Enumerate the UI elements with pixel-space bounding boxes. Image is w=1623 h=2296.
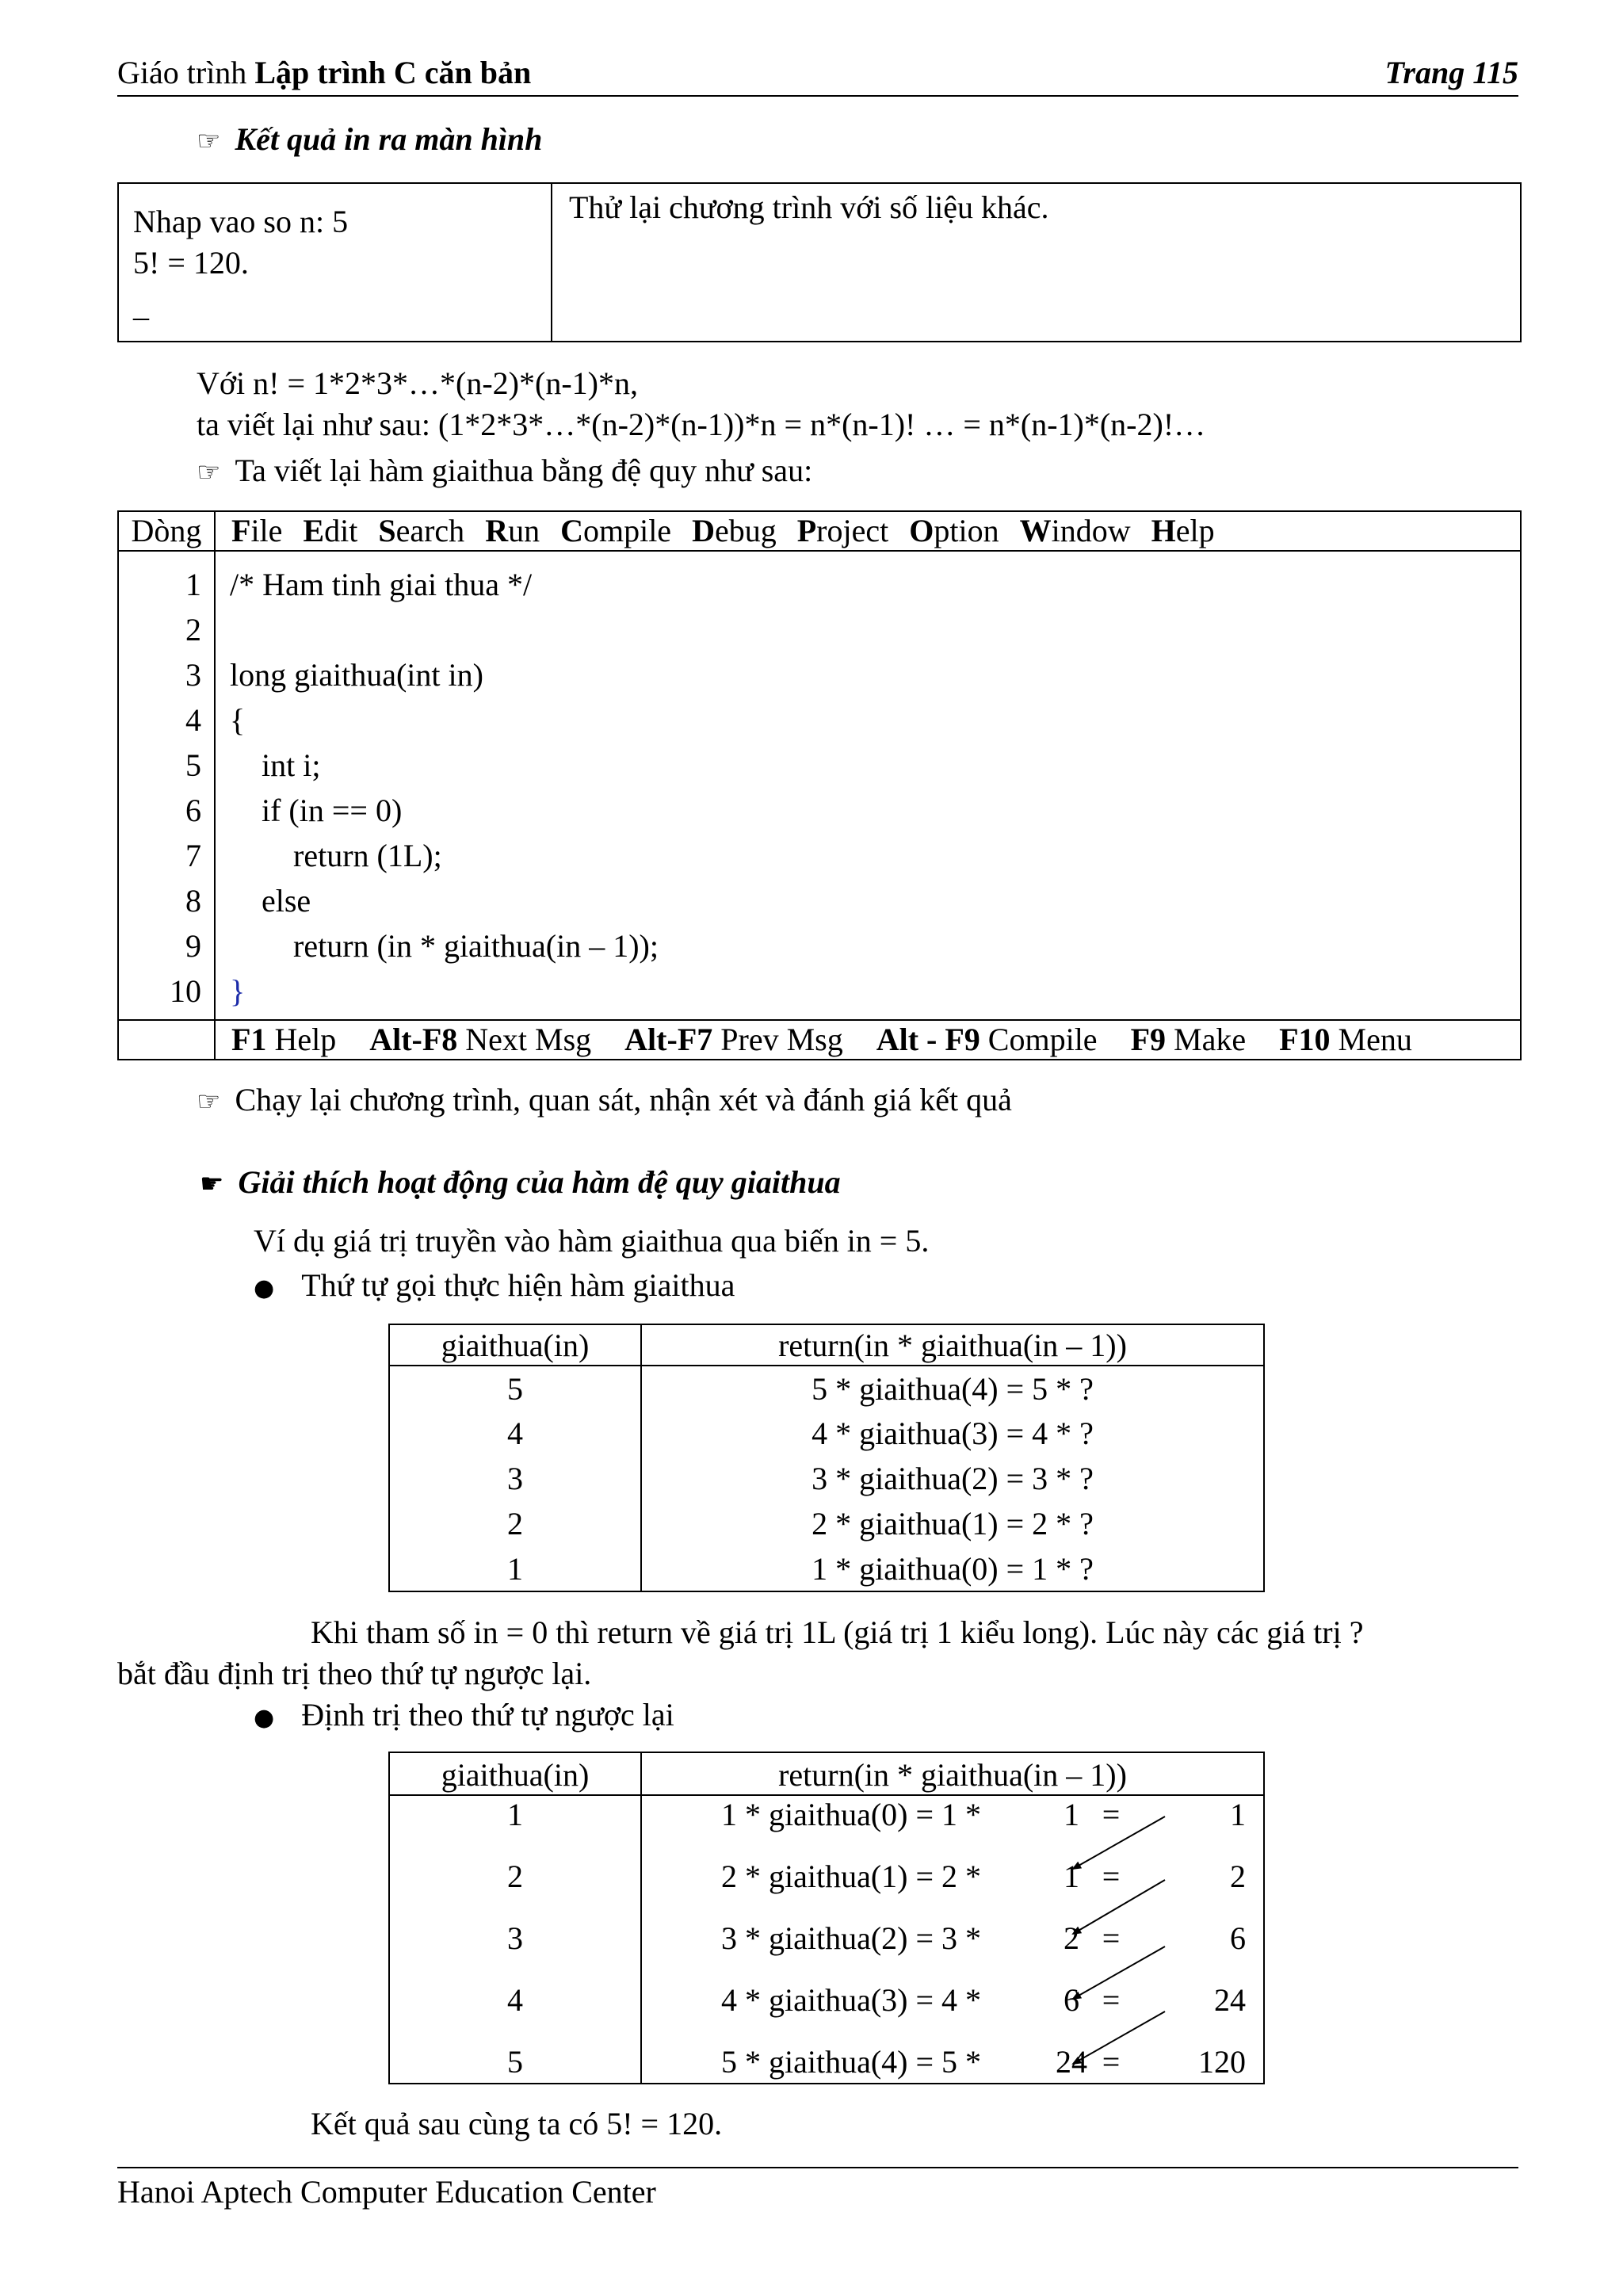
- table-cell: 120: [1198, 2044, 1246, 2080]
- table-cell: 2 * giaithua(1) = 2 *: [721, 1859, 982, 1894]
- table-cell: 3 * giaithua(2) = 3 * ?: [641, 1456, 1264, 1501]
- menu-item[interactable]: Run: [485, 513, 540, 548]
- section-title-explain: ☛ Giải thích hoạt động của hàm đệ quy giaithua: [200, 1164, 841, 1200]
- formula-line-2: ta viết lại như sau: (1*2*3*…*(n-2)*(n-1))*n = n*(n-1)! … = n*(n-1)*(n-2)!…: [197, 407, 1206, 442]
- code-editor: [117, 510, 1522, 1060]
- menu-item[interactable]: Window: [1019, 513, 1131, 548]
- table-cell: 4: [507, 1982, 523, 2018]
- table-cell: 5 * giaithua(4) = 5 *: [721, 2044, 982, 2080]
- line-number: 8: [185, 883, 201, 919]
- output-cursor: _: [133, 288, 149, 323]
- shortcut-item[interactable]: F9 Make: [1130, 1022, 1247, 1057]
- back-substitution-arrows: [390, 1753, 1263, 2083]
- example-text: Ví dụ giá trị truyền vào hàm giaithua qua biến in = 5.: [254, 1223, 930, 1259]
- table-cell: 2: [389, 1501, 641, 1546]
- table-cell: 1 * giaithua(0) = 1 * ?: [641, 1546, 1264, 1591]
- menu-item[interactable]: File: [231, 513, 283, 548]
- line-number-gutter: [119, 552, 216, 1019]
- table-cell: 1: [1064, 1797, 1079, 1832]
- line-number: 6: [185, 793, 201, 828]
- line-number: 4: [185, 702, 201, 738]
- shortcut-item[interactable]: Alt-F8 Next Msg: [369, 1022, 592, 1057]
- explain-line-2: bắt đầu định trị theo thứ tự ngược lại.: [117, 1656, 592, 1691]
- table-cell: =: [1102, 2044, 1121, 2080]
- column-header: giaithua(in): [441, 1757, 590, 1793]
- editor-status-bar: [119, 1019, 1520, 1059]
- editor-menu-bar: [119, 512, 1520, 552]
- table-cell: 6: [1064, 1982, 1079, 2018]
- header-left: Giáo trình Lập trình C căn bản: [117, 55, 532, 90]
- column-header: return(in * giaithua(in – 1)): [641, 1324, 1264, 1366]
- output-line: 5! = 120.: [133, 245, 249, 281]
- pointing-hand-icon: ☞: [197, 457, 221, 488]
- shortcut-keys: [231, 1021, 1445, 1059]
- footer-text: Hanoi Aptech Computer Education Center: [117, 2174, 656, 2210]
- book-title: Lập trình C căn bản: [254, 55, 532, 90]
- explain-line-1: Khi tham số in = 0 thì return về giá trị 1L (giá trị 1 kiểu long). Lúc này các giá trị ?: [311, 1614, 1364, 1650]
- table-cell: 1: [1064, 1859, 1079, 1894]
- code-line: }: [230, 973, 246, 1009]
- code-line: int i;: [230, 747, 321, 783]
- table-row: [389, 1456, 1264, 1501]
- line-number: 3: [185, 657, 201, 693]
- table-cell: 24: [1056, 2044, 1087, 2080]
- table-cell: 24: [1214, 1982, 1246, 2018]
- table-row: [389, 1411, 1264, 1456]
- shortcut-item[interactable]: Alt-F7 Prev Msg: [624, 1022, 843, 1057]
- code-line: else: [230, 883, 311, 919]
- line-number: 5: [185, 747, 201, 783]
- table-cell: 5: [389, 1366, 641, 1411]
- table-row: [389, 1366, 1264, 1411]
- arrow-line: [1073, 2011, 1165, 2064]
- menu-items: [231, 512, 1235, 550]
- menu-item[interactable]: Search: [378, 513, 465, 548]
- bullet-item: ● Định trị theo thứ tự ngược lại: [254, 1697, 674, 1733]
- table-cell: =: [1102, 1920, 1121, 1956]
- table-cell: 4 * giaithua(3) = 4 * ?: [641, 1411, 1264, 1456]
- code-line: return (1L);: [230, 838, 442, 873]
- code-line: if (in == 0): [230, 793, 403, 828]
- table-cell: 5: [507, 2044, 523, 2080]
- column-header: giaithua(in): [389, 1324, 641, 1366]
- evaluation-table: [388, 1752, 1265, 2084]
- line-number: 9: [185, 928, 201, 964]
- table-cell: 2 * giaithua(1) = 2 * ?: [641, 1501, 1264, 1546]
- shortcut-item[interactable]: Alt - F9 Compile: [876, 1022, 1098, 1057]
- menu-item[interactable]: Edit: [303, 513, 358, 548]
- code-line: {: [230, 702, 246, 738]
- table-cell: 2: [1064, 1920, 1079, 1956]
- table-cell: 1: [1230, 1797, 1246, 1832]
- table-cell: 3: [507, 1920, 523, 1956]
- pointing-hand-icon: ☛: [200, 1168, 224, 1200]
- menu-item[interactable]: Project: [796, 513, 889, 548]
- run-note: ☞ Chạy lại chương trình, quan sát, nhận xét và đánh giá kết quả: [197, 1082, 1012, 1117]
- line-number: 1: [185, 567, 201, 602]
- table-cell: 1: [507, 1797, 523, 1832]
- shortcut-item[interactable]: F10 Menu: [1279, 1022, 1412, 1057]
- table-cell: 2: [507, 1859, 523, 1894]
- bullet-item: ● Thứ tự gọi thực hiện hàm giaithua: [254, 1267, 735, 1303]
- line-number: 10: [170, 973, 201, 1009]
- line-number: 2: [185, 612, 201, 648]
- table-row: [389, 1546, 1264, 1591]
- bullet-icon: ●: [254, 1704, 275, 1732]
- table-header-row: [389, 1324, 1264, 1366]
- output-screen: [119, 184, 552, 341]
- table-cell: =: [1102, 1797, 1121, 1832]
- table-cell: 1 * giaithua(0) = 1 *: [721, 1797, 982, 1832]
- table-cell: =: [1102, 1982, 1121, 2018]
- arrow-line: [1073, 1817, 1165, 1869]
- table-cell: 5 * giaithua(4) = 5 * ?: [641, 1366, 1264, 1411]
- section-title-output: ☞ Kết quả in ra màn hình: [197, 121, 543, 157]
- menu-item[interactable]: Compile: [560, 513, 672, 548]
- status-bar-gutter: [119, 1021, 216, 1059]
- menu-item[interactable]: Option: [909, 513, 999, 548]
- formula-line-1: Với n! = 1*2*3*…*(n-2)*(n-1)*n,: [197, 365, 638, 401]
- menu-item[interactable]: Help: [1151, 513, 1215, 548]
- pointing-hand-icon: ☞: [197, 125, 221, 157]
- table-cell: 2: [1230, 1859, 1246, 1894]
- table-cell: 4 * giaithua(3) = 4 *: [721, 1982, 982, 2018]
- menu-item[interactable]: Debug: [692, 513, 777, 548]
- column-header: return(in * giaithua(in – 1)): [778, 1757, 1127, 1793]
- call-order-table: [388, 1324, 1265, 1592]
- output-line: Nhap vao so n: 5: [133, 204, 349, 239]
- table-cell: 3 * giaithua(2) = 3 *: [721, 1920, 982, 1956]
- code-line: /* Ham tinh giai thua */: [230, 567, 533, 602]
- table-row: [389, 1501, 1264, 1546]
- table-cell: 1: [389, 1546, 641, 1591]
- page-number: Trang 115: [1384, 55, 1518, 90]
- pointing-hand-icon: ☞: [197, 1086, 221, 1117]
- output-box: [117, 182, 1522, 342]
- code-line: return (in * giaithua(in – 1));: [230, 928, 659, 964]
- line-number: 7: [185, 838, 201, 873]
- conclusion-text: Kết quả sau cùng ta có 5! = 120.: [311, 2106, 723, 2141]
- table-cell: 6: [1230, 1920, 1246, 1956]
- page-header: [117, 49, 1518, 97]
- output-note: Thử lại chương trình với số liệu khác.: [569, 189, 1049, 225]
- table-cell: 4: [389, 1411, 641, 1456]
- table-cell: =: [1102, 1859, 1121, 1894]
- shortcut-item[interactable]: F1 Help: [231, 1022, 337, 1057]
- call-order-body: [389, 1366, 1264, 1591]
- page-footer: [117, 2167, 1518, 2210]
- arrow-line: [1073, 1880, 1165, 1934]
- line-column-header: Dòng: [119, 512, 216, 550]
- recursion-intro: ☞ Ta viết lại hàm giaithua bằng đệ quy như sau:: [197, 453, 813, 488]
- code-line: long giaithua(int in): [230, 657, 483, 693]
- bullet-icon: ●: [254, 1274, 275, 1302]
- arrow-line: [1073, 1946, 1165, 1999]
- table-cell: 3: [389, 1456, 641, 1501]
